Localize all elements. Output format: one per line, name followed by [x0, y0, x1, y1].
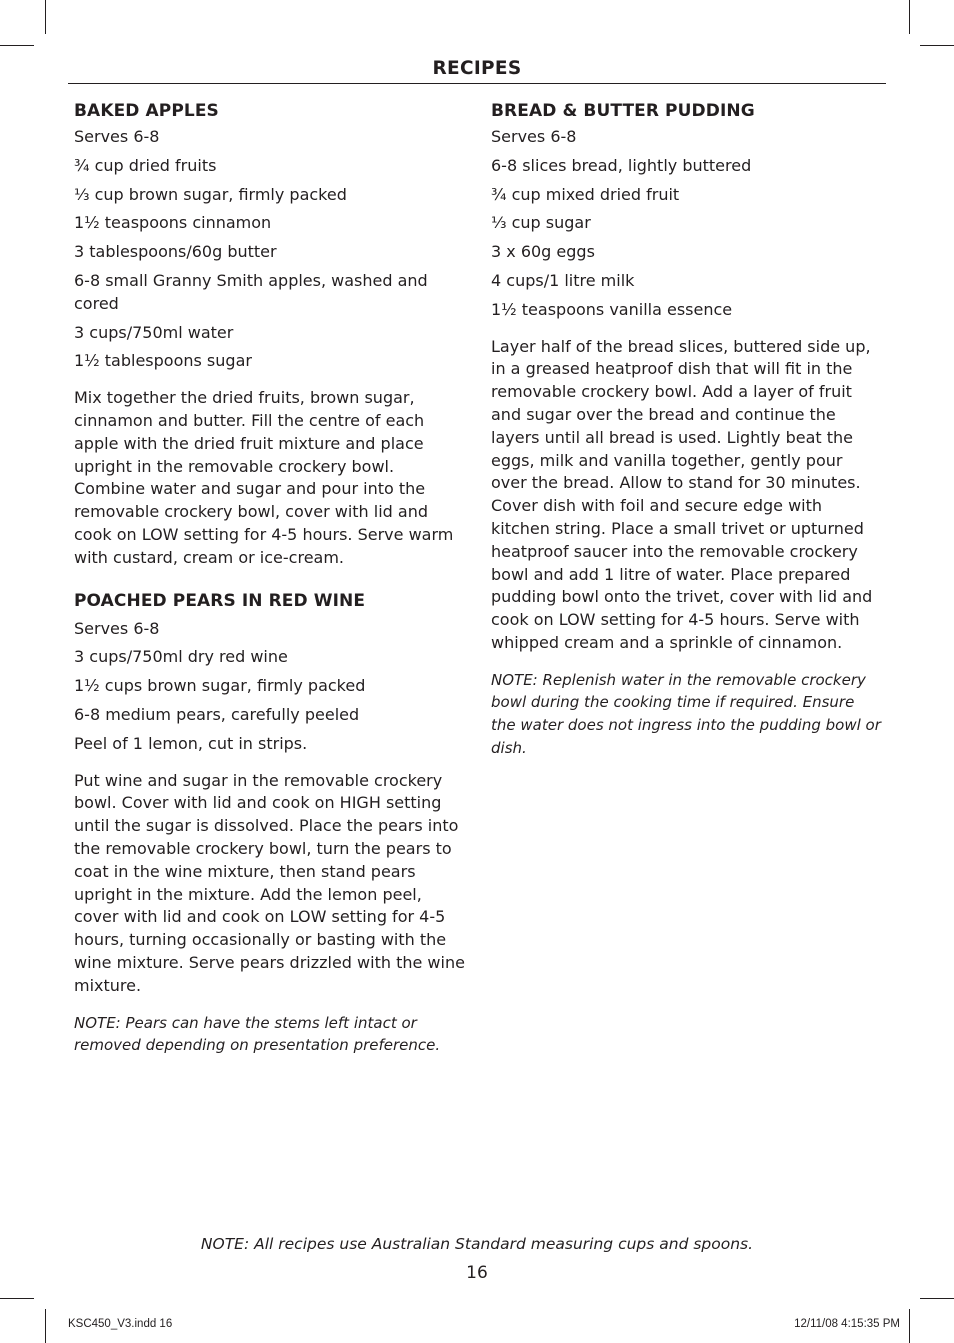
recipe-title: POACHED PEARS IN RED WINE: [74, 590, 366, 611]
recipe-ingredient: 3 cups/750ml water: [74, 322, 234, 342]
recipe-ingredient: 3 x 60g eggs: [491, 242, 595, 262]
recipe-method: Layer half of the bread slices, buttered side up, in a greased heatproof dish that will fit in the removable crockery bowl. Add a layer of fruit and sugar over the bread and continue the layers until all bread is used. Lightly beat the eggs, milk and vanilla together, gently pour over the bread. Allow to stand for 30 minutes. Cover dish with foil and secure edge with kitchen string. Place a small trivet or upturned heatproof saucer into the removable crockery bowl and add 1 litre of water. Place prepared pudding bowl onto the trivet, cover with lid and cook on LOW setting for 4-5 hours. Serve with whipped cream and a sprinkle of cinnamon.: [491, 336, 873, 652]
crop-mark-top-left: [0, 45, 34, 46]
recipe-ingredient: Serves 6-8: [491, 127, 577, 146]
recipe-ingredient: 1½ cups brown sugar, firmly packed: [74, 676, 366, 696]
crop-mark-bottom-right: [909, 1309, 910, 1343]
recipe-ingredient: 6-8 medium pears, carefully peeled: [74, 704, 360, 724]
crop-mark-bottom-left: [45, 1309, 46, 1343]
recipe-ingredient: 6-8 slices bread, lightly buttered: [491, 155, 752, 175]
recipe-ingredient: ⅓ cup brown sugar, firmly packed: [74, 184, 347, 204]
recipe-ingredient: Peel of 1 lemon, cut in strips.: [74, 733, 308, 753]
footer-note: NOTE: All recipes use Australian Standard measuring cups and spoons.: [200, 1235, 754, 1253]
recipe-note: NOTE: Pears can have the stems left intact or removed depending on presentation preference.: [74, 1013, 441, 1055]
recipe-note: NOTE: Replenish water in the removable crockery bowl during the cooking time if required. Ensure the water does not ingress into the pudding bowl or dish.: [491, 670, 881, 757]
recipe-ingredient: Serves 6-8: [74, 127, 160, 146]
recipe-ingredient: ¾ cup dried fruits: [74, 155, 217, 175]
recipe-method: Put wine and sugar in the removable crockery bowl. Cover with lid and cook on HIGH setting until the sugar is dissolved. Place the pears into the removable crockery bowl, turn the pears to coat in the wine mixture, then stand pears upright in the mixture. Add the lemon peel, cover with lid and cook on LOW setting for 4-5 hours, turning occasionally or basting with the wine mixture. Serve pears drizzled with the wine mixture.: [74, 770, 465, 995]
crop-mark-bottom-left: [0, 1298, 34, 1299]
recipe-ingredient: 1½ tablespoons sugar: [74, 351, 252, 371]
crop-mark-top-right: [920, 45, 954, 46]
recipe-method: Mix together the dried fruits, brown sugar, cinnamon and butter. Fill the centre of each apple with the dried fruit mixture and place upright in the removable crockery bowl. Combine water and sugar and pour into the removable crockery bowl, cover with lid and cook on LOW setting for 4-5 hours. Serve warm with custard, cream or ice-cream.: [74, 388, 454, 567]
recipe-ingredient: 4 cups/1 litre milk: [491, 270, 635, 290]
crop-mark-bottom-right: [920, 1298, 954, 1299]
recipe-ingredient: ⅓ cup sugar: [491, 213, 591, 233]
header-divider: [68, 83, 886, 84]
left-column: [74, 100, 466, 1057]
recipe-title: BAKED APPLES: [74, 101, 219, 121]
recipe-ingredient: ¾ cup mixed dried fruit: [491, 184, 680, 204]
recipe-ingredient: 6-8 small Granny Smith apples, washed and cored: [74, 270, 428, 313]
right-column: [491, 100, 883, 759]
recipe-ingredient: 3 tablespoons/60g butter: [74, 242, 277, 262]
crop-mark-top-right: [909, 0, 910, 34]
recipe-ingredient: 3 cups/750ml dry red wine: [74, 647, 288, 667]
page-title: RECIPES: [432, 58, 522, 79]
crop-mark-top-left: [45, 0, 46, 34]
page-number: 16: [466, 1263, 488, 1283]
print-slug-timestamp: 12/11/08 4:15:35 PM: [794, 1318, 900, 1330]
recipe-ingredient: 1½ teaspoons cinnamon: [74, 213, 272, 233]
recipe-ingredient: Serves 6-8: [74, 618, 160, 638]
recipe-ingredient: 1½ teaspoons vanilla essence: [491, 299, 733, 319]
recipe-title: BREAD & BUTTER PUDDING: [491, 101, 755, 121]
print-slug-filename: KSC450_V3.indd 16: [68, 1318, 173, 1330]
